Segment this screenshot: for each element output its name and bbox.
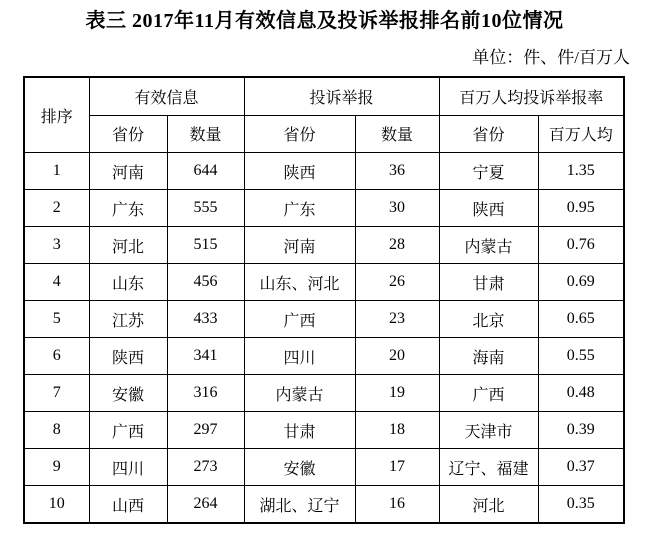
per-million-province-cell: 天津市 xyxy=(439,412,538,449)
table-row xyxy=(24,412,624,449)
header-group-complaints: 投诉举报 xyxy=(244,77,439,115)
table-row xyxy=(24,227,624,264)
valid-info-province-cell: 河南 xyxy=(89,153,167,190)
valid-info-province-cell: 广东 xyxy=(89,190,167,227)
table-row xyxy=(24,153,624,190)
complaint-count-cell: 20 xyxy=(355,338,439,375)
valid-info-count-cell: 316 xyxy=(167,375,244,412)
valid-info-province-cell: 江苏 xyxy=(89,301,167,338)
table-header xyxy=(24,77,624,153)
table-row xyxy=(24,486,624,524)
per-million-province-cell: 陕西 xyxy=(439,190,538,227)
header-per-million-province: 省份 xyxy=(439,115,538,153)
rank-cell: 3 xyxy=(24,227,89,264)
valid-info-province-cell: 安徽 xyxy=(89,375,167,412)
rank-cell: 1 xyxy=(24,153,89,190)
rank-cell: 9 xyxy=(24,449,89,486)
complaint-count-cell: 26 xyxy=(355,264,439,301)
valid-info-province-cell: 山西 xyxy=(89,486,167,524)
page-title: 表三 2017年11月有效信息及投诉举报排名前10位情况 xyxy=(85,10,564,32)
per-million-value-cell: 0.69 xyxy=(538,264,624,301)
complaint-province-cell: 内蒙古 xyxy=(244,375,355,412)
rank-cell: 5 xyxy=(24,301,89,338)
table-row xyxy=(24,190,624,227)
complaint-province-cell: 湖北、辽宁 xyxy=(244,486,355,524)
valid-info-count-cell: 644 xyxy=(167,153,244,190)
complaint-count-cell: 16 xyxy=(355,486,439,524)
rank-cell: 10 xyxy=(24,486,89,524)
complaint-count-cell: 19 xyxy=(355,375,439,412)
table-body xyxy=(24,153,624,524)
per-million-value-cell: 1.35 xyxy=(538,153,624,190)
complaint-province-cell: 河南 xyxy=(244,227,355,264)
header-sub-row xyxy=(24,115,624,153)
valid-info-count-cell: 273 xyxy=(167,449,244,486)
valid-info-province-cell: 四川 xyxy=(89,449,167,486)
complaint-province-cell: 广东 xyxy=(244,190,355,227)
complaint-count-cell: 28 xyxy=(355,227,439,264)
header-group-per-million: 百万人均投诉举报率 xyxy=(439,77,624,115)
valid-info-province-cell: 广西 xyxy=(89,412,167,449)
table-row xyxy=(24,449,624,486)
header-group-valid-info: 有效信息 xyxy=(89,77,244,115)
header-per-million-value: 百万人均 xyxy=(538,115,624,153)
complaint-count-cell: 18 xyxy=(355,412,439,449)
per-million-province-cell: 广西 xyxy=(439,375,538,412)
per-million-province-cell: 辽宁、福建 xyxy=(439,449,538,486)
rank-cell: 4 xyxy=(24,264,89,301)
header-group-row xyxy=(24,77,624,115)
rank-cell: 7 xyxy=(24,375,89,412)
valid-info-count-cell: 515 xyxy=(167,227,244,264)
valid-info-province-cell: 陕西 xyxy=(89,338,167,375)
per-million-province-cell: 北京 xyxy=(439,301,538,338)
rank-cell: 2 xyxy=(24,190,89,227)
valid-info-province-cell: 山东 xyxy=(89,264,167,301)
header-complaint-province: 省份 xyxy=(244,115,355,153)
unit-label: 单位：件、件/百万人 xyxy=(472,48,630,67)
complaint-count-cell: 23 xyxy=(355,301,439,338)
per-million-value-cell: 0.48 xyxy=(538,375,624,412)
per-million-value-cell: 0.37 xyxy=(538,449,624,486)
complaint-count-cell: 30 xyxy=(355,190,439,227)
per-million-province-cell: 河北 xyxy=(439,486,538,524)
per-million-province-cell: 宁夏 xyxy=(439,153,538,190)
rank-cell: 6 xyxy=(24,338,89,375)
complaint-count-cell: 36 xyxy=(355,153,439,190)
header-complaint-count: 数量 xyxy=(355,115,439,153)
valid-info-count-cell: 341 xyxy=(167,338,244,375)
rank-cell: 8 xyxy=(24,412,89,449)
per-million-province-cell: 甘肃 xyxy=(439,264,538,301)
header-valid-info-count: 数量 xyxy=(167,115,244,153)
per-million-value-cell: 0.39 xyxy=(538,412,624,449)
per-million-province-cell: 内蒙古 xyxy=(439,227,538,264)
per-million-value-cell: 0.35 xyxy=(538,486,624,524)
complaint-province-cell: 安徽 xyxy=(244,449,355,486)
valid-info-province-cell: 河北 xyxy=(89,227,167,264)
table-row xyxy=(24,375,624,412)
table-row xyxy=(24,264,624,301)
per-million-value-cell: 0.65 xyxy=(538,301,624,338)
valid-info-count-cell: 456 xyxy=(167,264,244,301)
per-million-value-cell: 0.95 xyxy=(538,190,624,227)
per-million-value-cell: 0.55 xyxy=(538,338,624,375)
table-row xyxy=(24,301,624,338)
per-million-value-cell: 0.76 xyxy=(538,227,624,264)
complaint-province-cell: 甘肃 xyxy=(244,412,355,449)
header-valid-info-province: 省份 xyxy=(89,115,167,153)
complaint-province-cell: 山东、河北 xyxy=(244,264,355,301)
complaint-count-cell: 17 xyxy=(355,449,439,486)
header-rank: 排序 xyxy=(24,77,89,153)
valid-info-count-cell: 433 xyxy=(167,301,244,338)
complaint-province-cell: 广西 xyxy=(244,301,355,338)
ranking-table xyxy=(23,76,625,524)
per-million-province-cell: 海南 xyxy=(439,338,538,375)
valid-info-count-cell: 264 xyxy=(167,486,244,524)
valid-info-count-cell: 555 xyxy=(167,190,244,227)
valid-info-count-cell: 297 xyxy=(167,412,244,449)
complaint-province-cell: 陕西 xyxy=(244,153,355,190)
table-row xyxy=(24,338,624,375)
complaint-province-cell: 四川 xyxy=(244,338,355,375)
